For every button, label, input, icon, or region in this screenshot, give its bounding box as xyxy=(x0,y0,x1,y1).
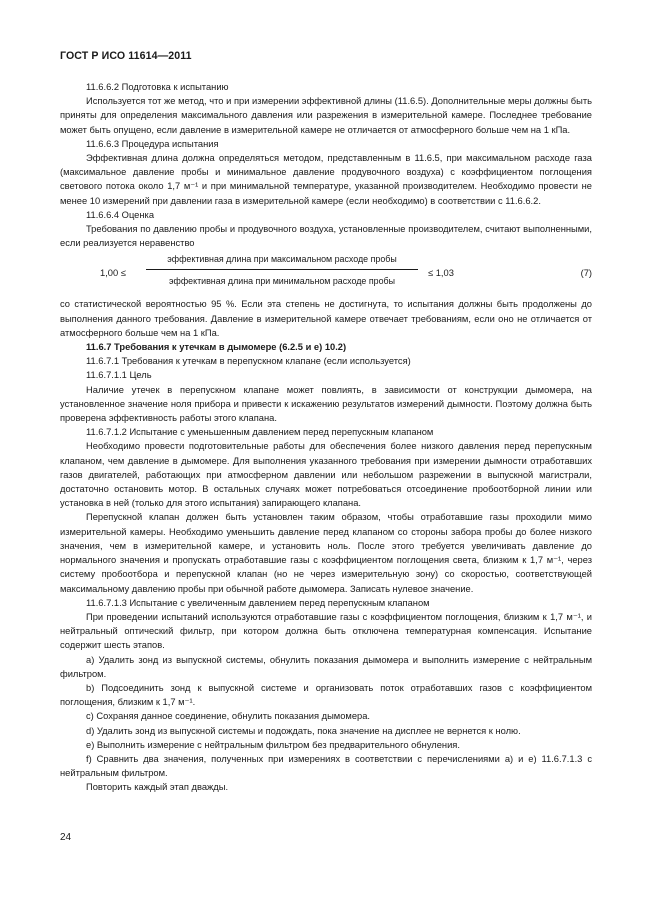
paragraph: f) Сравнить два значения, полученных при измерениях в соответствии с перечислениями а) и е) 11.6.7.1.3 с нейтральным фильтром. xyxy=(60,753,592,779)
paragraph: 11.6.6.3 Процедура испытания xyxy=(86,138,219,149)
paragraph: 11.6.6.4 Оценка xyxy=(86,209,155,220)
paragraph: Наличие утечек в перепускном клапане может повлиять, в зависимости от конструкции дымомера, на установленное значение ноля прибора и привести к искажению результатов измерений дымности. Поэтому должна быть проверена эффективность работы этого клапана. xyxy=(60,384,592,424)
formula-rhs: ≤ 1,03 xyxy=(428,268,454,279)
formula-denominator: эффективная длина при минимальном расходе пробы xyxy=(169,276,395,287)
paragraph: с) Сохраняя данное соединение, обнулить показания дымомера. xyxy=(86,711,371,722)
paragraph: Эффективная длина должна определяться методом, представленным в 11.6.5, при максимальном расходе газа (максимальное давление пробы и минимальное давление продувочного воздуха) с коэффициентом поглощения светового потока около 1,7 м⁻¹ и при минимальной температуре, указанной производителем. Необходимо провести не менее 10 измерений при давлении газа в измерительной камере (если необходимо) в соответствии с 11.6.6.2. xyxy=(60,153,592,206)
paragraph: 11.6.7.1.3 Испытание с увеличенным давлением перед перепускным клапаном xyxy=(86,597,430,608)
paragraph: 11.6.7.1.2 Испытание с уменьшенным давлением перед перепускным клапаном xyxy=(86,427,434,438)
formula-number: (7) xyxy=(580,268,592,279)
page-number: 24 xyxy=(60,832,72,843)
paragraph: Необходимо провести подготовительные работы для обеспечения более низкого давления перед перепускным клапаном, чем давление в дымомере. Для выполнения указанного требования при измерении дымности отработавших газов двигателей, работающих при атмосферном давлении или небольшом разрежении в выпускной магистрали, достаточно остановить мотор. В остальных случаях может потребоваться отсоединение пробоотборной линии или установка в ней (только для этого испытания) запирающего клапана. xyxy=(60,441,592,509)
paragraph: 11.6.7.1 Требования к утечкам в перепускном клапане (если используется) xyxy=(86,356,411,367)
paragraph: Требования по давлению пробы и продувочного воздуха, установленные производителем, считают выполненными, если реализуется неравенство xyxy=(60,224,592,249)
formula-numerator: эффективная длина при максимальном расходе пробы xyxy=(167,254,397,265)
paragraph: 11.6.6.2 Подготовка к испытанию xyxy=(86,82,229,92)
section-after-formula xyxy=(60,297,592,794)
paragraph: Перепускной клапан должен быть установлен таким образом, чтобы отработавшие газы проходили мимо измерительной камеры. Необходимо уменьшить давление перед клапаном со стороны забора пробы до более низкого значения, чем в измерительной камере, и установить ноль. После этого требуется увеличивать давление до нормального значения и пропускать отработавшие газы с коэффициентом поглощения света, близким к 1,7 м⁻¹, через систему пробоотбора и перепускной клапан (но не через измерительную зону) со скоростью, соответствующей максимальному давлению пробы при обычной работе дымомера. Записать нулевое значение. xyxy=(60,512,592,594)
paragraph: со статистической вероятностью 95 %. Если эта степень не достигнута, то испытания должны быть продолжены до выполнения данного требования. Давление в измерительной камере отвечает требованиям, если оно не отличается от атмосферного больше чем на 1 кПа. xyxy=(60,299,592,338)
paragraph: а) Удалить зонд из выпускной системы, обнулить показания дымомера и выполнить измерение с нейтральным фильтром. xyxy=(60,654,592,679)
paragraph: При проведении испытаний используются отработавшие газы с коэффициентом поглощения, близким к 1,7 м⁻¹, и нейтральный оптический фильтр, при котором должна быть отключена температурная компенсация. Испытание содержит шесть этапов. xyxy=(60,611,592,651)
document-header: ГОСТ Р ИСО 11614—2011 xyxy=(60,50,192,62)
section-before-formula xyxy=(60,80,592,250)
paragraph: 11.6.7.1.1 Цель xyxy=(86,370,152,381)
paragraph: е) Выполнить измерение с нейтральным фильтром без предварительного обнуления. xyxy=(86,739,460,750)
paragraph: d) Удалить зонд из выпускной системы и подождать, пока значение на дисплее не вернется к нолю. xyxy=(86,725,521,736)
formula-lhs: 1,00 ≤ xyxy=(100,268,126,279)
paragraph: 11.6.7 Требования к утечкам в дымомере (6.2.5 и е) 10.2) xyxy=(86,342,347,353)
formula-7 xyxy=(60,252,592,296)
paragraph: b) Подсоединить зонд к выпускной системе и организовать поток отработавших газов с коэффициентом поглощения, близким к 1,7 м⁻¹. xyxy=(60,682,592,708)
paragraph: Повторить каждый этап дважды. xyxy=(86,782,229,793)
paragraph: Используется тот же метод, что и при измерении эффективной длины (11.6.5). Дополнительные меры должны быть приняты для определения максимального давления или разрежения в измерительной камере. Последнее требование может быть опущено, если давление в измерительной камере не отличается от атмосферного больше чем на 1 кПа. xyxy=(60,96,592,135)
document-body xyxy=(60,80,592,795)
formula-fraction xyxy=(144,252,420,288)
